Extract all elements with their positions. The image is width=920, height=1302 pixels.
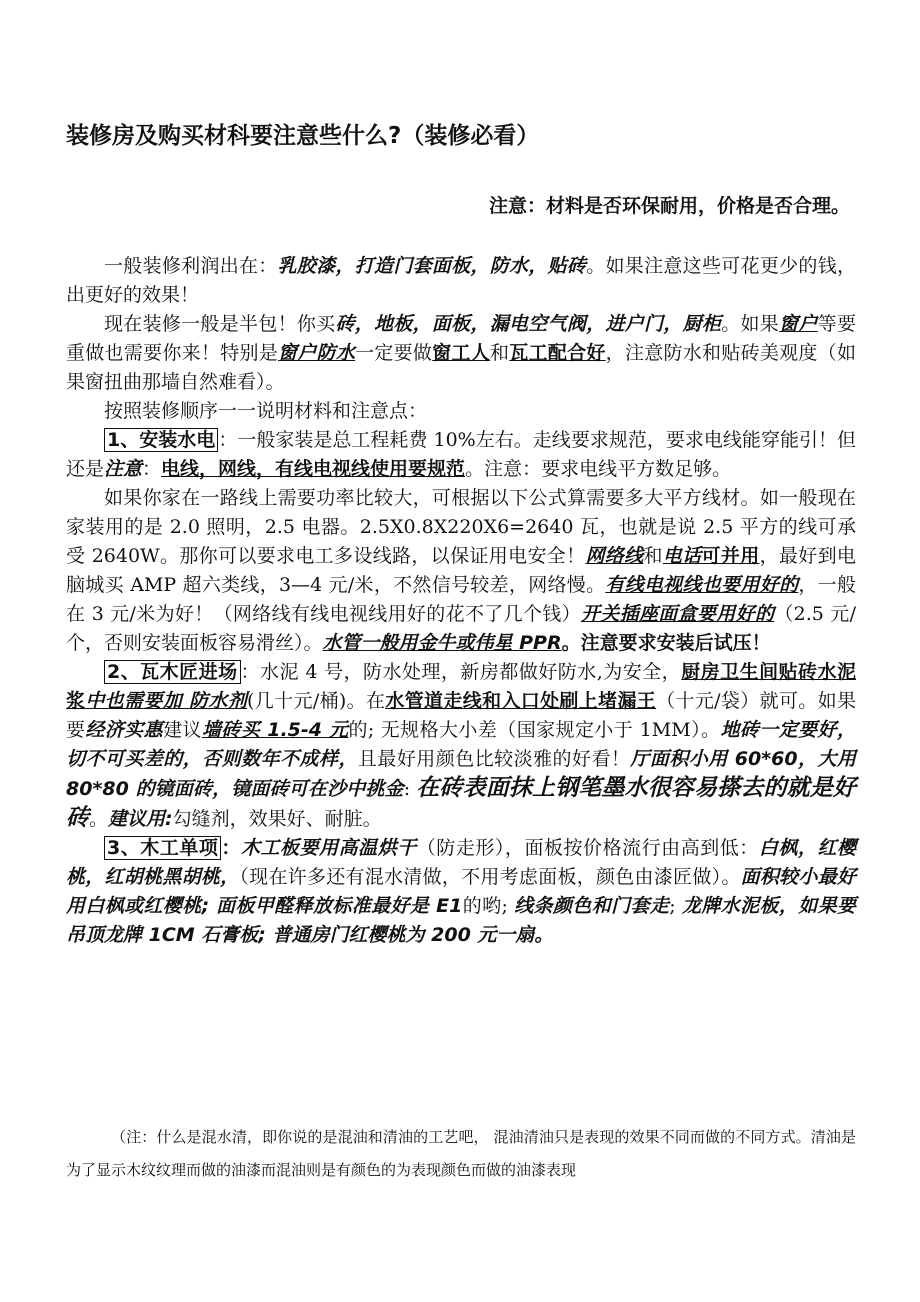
document-title: 装修房及购买材科要注意些什么?（装修必看） xyxy=(66,123,540,149)
paragraph-half-package: 现在装修一般是半包！你买砖，地板，面板，漏电空气阀，进户门，厨柜。如果窗户等要重做也需要你来！特别是窗户防水一定要做窗工人和瓦工配合好，注意防水和贴砖美观度（如果窗扭曲那墙自然难看）。 xyxy=(66,313,856,393)
paragraph-wire-calculation: 如果你家在一路线上需要功率比较大，可根据以下公式算需要多大平方线材。如一般现在家装用的是 2.0 照明，2.5 电器。2.5X0.8X220X6=2640 瓦，也就是说 2.5 平方的线可承受 2640W。那你可以要求电工多设线路，以保证用电安全！网络线和电话可并用，最好到电脑城买 AMP 超六类线，3—4 元/米，不然信号较差，网络慢。有线电视线也要用好的，一般在 3 元/米为好！（网络线有线电视线用好的花不了几个钱）开关插座面盒要用好的（2.5 元/个，否则安装面板容易滑丝）。水管一般用金牛或伟星 PPR。注意要求安装后试压！ xyxy=(66,487,856,654)
paragraph-order-intro: 按照装修顺序一一说明材料和注意点： xyxy=(104,400,428,422)
section-heading-3: 3、木工单项 xyxy=(104,836,221,860)
paragraph-profit-items: 一般装修利润出在：乳胶漆，打造门套面板，防水，贴砖。如果注意这些可花更少的钱，出更好的效果！ xyxy=(66,255,856,306)
section-tile-carpentry-entry: 2、瓦木匠进场 ：水泥 4 号，防水处理，新房都做好防水,为安全，厨房卫生间贴砖水泥浆中也需要加 防水剂(几十元/桶)。在水管道走线和入口处刷上堵漏王（十元/袋）就可。如果要经济实惠建议墙砖买 1.5-4 元的; 无规格大小差（国家规定小于 1MM）。地砖一定要好，切不可买差的，否则数年不成样，且最好用颜色比较淡雅的好看！厅面积小用 60*60，大用 80*80 的镜面砖，镜面砖可在沙中挑金: 在砖表面抹上钢笔墨水很容易搽去的就是好砖。建议用:勾缝剂，效果好、耐脏。 xyxy=(66,661,856,831)
footnote-paragraph: （注：什么是混水清，即你说的是混油和清油的工艺吧， 混油清油只是表现的效果不同而做的不同方式。清油是为了显示木纹纹理而做的油漆而混油则是有颜色的为表现颜色而做的油漆表现 xyxy=(66,1128,856,1179)
section-woodwork: 3、木工单项 ：木工板要用高温烘干（防走形），面板按价格流行由高到低：白枫，红樱桃，红胡桃黑胡桃，（现在许多还有混水清做，不用考虑面板，颜色由漆匠做）。面积较小最好用白枫或红樱桃; 面板甲醛释放标准最好是 E1的哟; 线条颜色和门套走; 龙牌水泥板，如果要吊顶龙牌 1CM 石膏板; 普通房门红樱桃为 200 元一扇。 xyxy=(66,837,856,946)
section-plumbing-electric: 1、安装水电 ：一般家装是总工程耗费 10%左右。走线要求规范，要求电线能穿能引！但还是注意：电线，网线，有线电视线使用要规范。注意：要求电线平方数足够。 xyxy=(66,429,856,480)
footnote xyxy=(66,1121,856,1187)
section-heading-2: 2、瓦木匠进场 xyxy=(104,660,241,684)
document-body xyxy=(66,252,856,950)
subtitle-note: 注意：材料是否环保耐用，价格是否合理。 xyxy=(488,195,850,217)
section-heading-1: 1、安装水电 xyxy=(104,428,218,452)
